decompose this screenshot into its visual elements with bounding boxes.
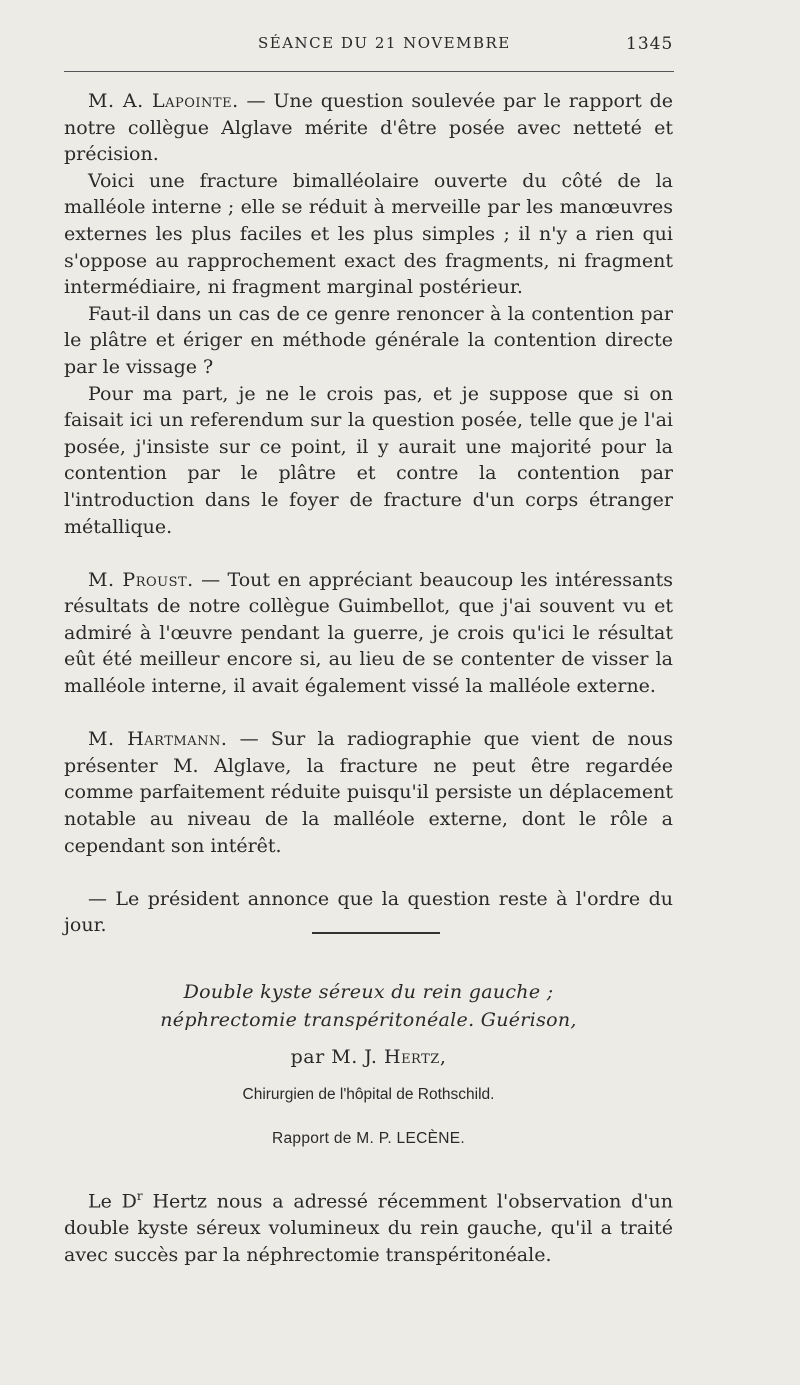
paragraph-hartmann: M. Hartmann. — Sur la radiographie que vient de nous présenter M. Alglave, la fracture ne peut être regardée comme parfaitement réduite puisqu'il persiste un déplacement notable au niveau de la malléole externe, dont le rôle a cependant son intérêt. <box>64 728 673 857</box>
paragraph-lapointe-4: Pour ma part, je ne le crois pas, et je suppose que si on faisait ici un referendum sur la question posée, telle que je l'ai posée, j'insiste sur ce point, il y aurait une majorité pour la contention par le plâtre et contre la contention par l'introduction dans le foyer de fracture d'un corps étranger métallique. <box>64 382 673 538</box>
speaker-name: M. A. Lapointe. <box>88 90 239 112</box>
paragraph-president: — Le président annonce que la question reste à l'ordre du jour. <box>64 887 673 937</box>
article-title-line-1: Double kyste séreux du rein gauche ; <box>183 981 554 1003</box>
paragraph-lapointe-3: Faut-il dans un cas de ce genre renoncer à la contention par le plâtre et ériger en méthode générale la contention directe par le vissage ? <box>64 302 673 378</box>
article-title-line-2: néphrectomie transpéritonéale. Guérison, <box>160 1009 577 1031</box>
paragraph-lapointe-1: M. A. Lapointe. — Une question soulevée par le rapport de notre collègue Alglave mérite d'être posée avec netteté et précision. <box>64 90 673 166</box>
paragraph-lapointe-2: Voici une fracture bimalléolaire ouverte du côté de la malléole interne ; elle se réduit à merveille par les manœuvres externes les plus faciles et les plus simples ; il n'y a rien qui s'oppose au rapprochement exact des fragments, ni fragment intermédiaire, ni fragment marginal postérieur. <box>64 169 673 299</box>
article-intro-paragraph: Le $D^r$ Hertz nous a adressé récemment l'observation d'un double kyste séreux volumineux du rein gauche, qu'il a traité avec succès par la néphrectomie transpéritonéale. <box>64 1189 673 1266</box>
report-line: Rapport de M. P. LECÈNE. <box>271 1130 465 1147</box>
paragraph-proust: M. Proust. — Tout en appréciant beaucoup les intéressants résultats de notre collègue Guimbellot, que j'ai souvent vu et admiré à l'œuvre pendant la guerre, je crois qu'ici le résultat eût été meilleur encore si, au lieu de se contenter de visser la malléole interne, il avait également vissé la malléole externe. <box>64 568 673 698</box>
article-title <box>64 978 673 1034</box>
page-number: 1345 <box>626 34 674 54</box>
section-divider <box>312 932 440 934</box>
header-rule <box>64 71 674 72</box>
speaker-name: M. Hartmann. <box>88 728 228 751</box>
speaker-name: M. Proust. <box>88 568 194 591</box>
session-title: SÉANCE DU 21 NOVEMBRE <box>258 34 511 52</box>
byline: par M. J. Hertz, <box>290 1046 447 1068</box>
running-header <box>0 34 800 58</box>
affiliation: Chirurgien de l'hôpital de Rothschild. <box>242 1086 495 1103</box>
author-name: Hertz, <box>384 1046 447 1068</box>
discussion-section <box>64 88 673 939</box>
